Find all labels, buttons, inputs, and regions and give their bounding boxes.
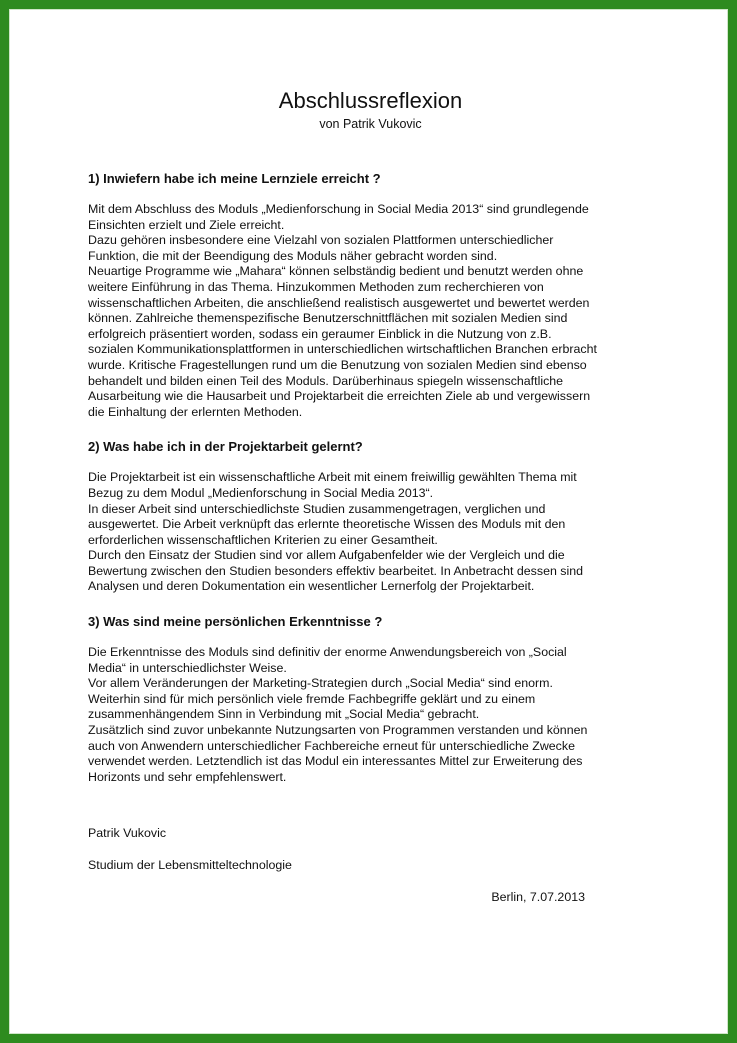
section-2-line: Die Projektarbeit ist ein wissenschaftliche Arbeit mit einem freiwillig gewählten Thema mit [88, 470, 577, 485]
section-1-line: wurde. Kritische Fragestellungen rund um die Benutzung von sozialen Medien sind ebenso [88, 357, 587, 372]
document-title: Abschlussreflexion [278, 88, 463, 113]
section-1-line: wissenschaftlichen Arbeiten, die anschließend realistisch ausgewertet und bewertet werden [88, 295, 590, 310]
section-1-line: weitere Einführung in das Thema. Hinzukommen Methoden zum recherchieren von [88, 279, 544, 294]
section-1-heading: 1) Inwiefern habe ich meine Lernziele erreicht ? [88, 171, 381, 186]
section-3-line: Zusätzlich sind zuvor unbekannte Nutzungsarten von Programmen verstanden und können [88, 723, 588, 738]
section-1-line: erfolgreich präsentiert worden, sodass ein geraumer Einblick in die Nutzung von z.B. [88, 326, 552, 341]
place-date: Berlin, 7.07.2013 [491, 890, 585, 905]
section-3-line: Media“ in unterschiedlichster Weise. [88, 660, 287, 675]
section-2-line: In dieser Arbeit sind unterschiedlichste Studien zusammengetragen, verglichen und [88, 501, 546, 516]
section-1-line: Dazu gehören insbesondere eine Vielzahl von sozialen Plattformen unterschiedlicher [88, 233, 554, 248]
document-subtitle: von Patrik Vukovic [319, 117, 422, 131]
section-1-line: sozialen Kommunikationsplattformen in unterschiedlichen wirtschaftlichen Branchen erbracht [88, 342, 597, 357]
section-2-line: Durch den Einsatz der Studien sind vor allem Aufgabenfelder wie der Vergleich und die [88, 548, 565, 563]
section-1-line: Neuartige Programme wie „Mahara“ können selbständig bedient und benutzt werden ohne [88, 264, 584, 279]
section-2-line: ausgewertet. Die Arbeit verknüpft das erlernte theoretische Wissen des Moduls mit den [88, 517, 566, 532]
section-2-line: Bezug zu dem Modul „Medienforschung in Social Media 2013“. [88, 485, 434, 500]
section-1-line: Funktion, die mit der Beendigung des Moduls näher gebracht worden sind. [88, 248, 498, 263]
signature-study: Studium der Lebensmitteltechnologie [88, 858, 292, 873]
section-3-line: Die Erkenntnisse des Moduls sind definitiv der enorme Anwendungsbereich von „Social [88, 645, 567, 660]
section-3-line: verwendet werden. Letztendlich ist das Modul ein interessantes Mittel zur Erweiterung des [88, 754, 583, 769]
section-1-line: Ausarbeitung wie die Hausarbeit und Projektarbeit die erreichten Ziele ab und vergewissern [88, 389, 591, 404]
section-3-body [88, 645, 653, 785]
section-3-heading: 3) Was sind meine persönlichen Erkenntnisse ? [88, 614, 383, 630]
section-2-line: Analysen und deren Dokumentation ein wesentlicher Lernerfolg der Projektarbeit. [88, 579, 535, 594]
section-1-line: Einsichten erzielt und Ziele erreicht. [88, 217, 285, 232]
section-1-line: die Einhaltung der erlernten Methoden. [88, 404, 303, 419]
document-page [88, 86, 653, 905]
section-3-line: Vor allem Veränderungen der Marketing-Strategien durch „Social Media“ sind enorm. [88, 676, 553, 691]
section-2-line: erforderlichen wissenschaftlichen Kriterien zu einer Gesamtheit. [88, 532, 438, 547]
section-3-line: Horizonts und sehr empfehlenswert. [88, 769, 287, 784]
section-1-line: Mit dem Abschluss des Moduls „Medienforschung in Social Media 2013“ sind grundlegende [88, 202, 589, 216]
section-2-body [88, 470, 653, 595]
section-3-line: auch von Anwendern unterschiedlicher Fachbereiche erneut für unterschiedliche Zwecke [88, 738, 575, 753]
section-2-heading: 2) Was habe ich in der Projektarbeit gelernt? [88, 439, 363, 455]
signature-name: Patrik Vukovic [88, 826, 167, 841]
section-2-line: Bewertung zwischen den Studien besonders effektiv bearbeitet. In Anbetracht dessen sind [88, 563, 584, 578]
section-3-line: zusammenhängendem Sinn in Verbindung mit „Social Media“ gebracht. [88, 707, 480, 722]
section-1-line: behandelt und bilden einen Teil des Moduls. Darüberhinaus spiegeln wissenschaftliche [88, 373, 564, 388]
section-3-line: Weiterhin sind für mich persönlich viele fremde Fachbegriffe geklärt und zu einem [88, 691, 536, 706]
section-1-body [88, 202, 653, 420]
section-1-line: können. Zahlreiche themenspezifische Benutzerschnittflächen mit sozialen Medien sind [88, 311, 568, 326]
